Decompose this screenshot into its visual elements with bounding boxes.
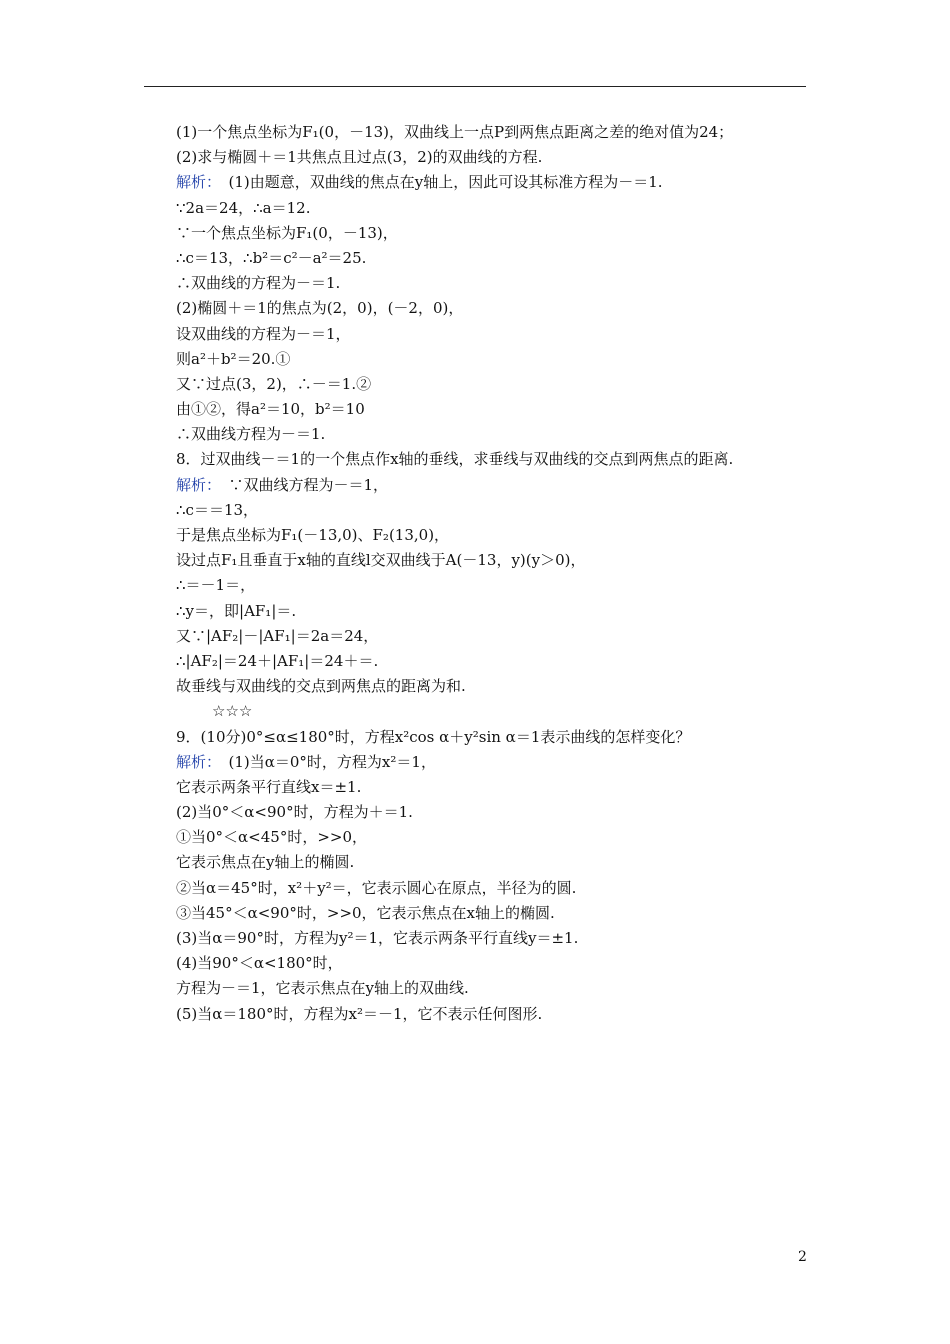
text-line: [176, 498, 816, 523]
line-text: ∴双曲线方程为－＝1.: [176, 425, 326, 444]
solution-label: 解析：: [176, 475, 214, 494]
page-number: 2: [798, 1249, 807, 1265]
text-line: [176, 548, 816, 573]
solution-label: 解析：: [176, 752, 214, 771]
text-line: [176, 649, 816, 674]
text-line: [176, 372, 816, 397]
line-text: (4)当90°＜α<180°时，: [176, 954, 343, 973]
line-text: 它表示焦点在y轴上的椭圆.: [176, 853, 355, 872]
line-text: ∴c＝13，∴b²＝c²－a²＝25.: [176, 248, 367, 267]
text-line: [176, 750, 816, 775]
text-line: [176, 145, 816, 170]
line-text: (3)当α＝90°时，方程为y²＝1，它表示两条平行直线y＝±1.: [176, 929, 579, 947]
text-line: [176, 976, 816, 1001]
text-line: [176, 624, 816, 649]
line-text: (1)一个焦点坐标为F₁(0，－13)，双曲线上一点P到两焦点距离之差的绝对值为24；: [176, 123, 734, 141]
text-line: [176, 926, 816, 951]
text-line: [176, 599, 816, 624]
line-text: 又∵过点(3，2)，∴－＝1.②: [176, 374, 372, 393]
solution-label: 解析：: [176, 173, 214, 192]
line-text: 9．(10分)0°≤α≤180°时，方程x²cos α＋y²sin α＝1表示曲线的怎样变化？: [176, 727, 691, 746]
text-line: [176, 347, 816, 372]
line-text: ∴c＝＝13，: [176, 500, 259, 519]
line-text: 8．过双曲线－＝1的一个焦点作x轴的垂线，求垂线与双曲线的交点到两焦点的距离.: [176, 450, 734, 469]
text-line: [176, 221, 816, 246]
line-text: (5)当α＝180°时，方程为x²＝－1，它不表示任何图形.: [176, 1004, 543, 1023]
line-text: (2)椭圆＋＝1的焦点为(2，0)，(－2，0)，: [176, 299, 464, 318]
line-text: ①当0°＜α<45°时，>>0，: [176, 828, 368, 847]
text-line: [176, 196, 816, 221]
star-divider: [176, 699, 816, 724]
text-line: [176, 951, 816, 976]
line-text: ∴y＝，即|AF₁|＝.: [176, 601, 297, 620]
text-line: [176, 573, 816, 598]
text-line: [176, 825, 816, 850]
line-text: 设双曲线的方程为－＝1，: [176, 324, 351, 343]
text-line: [176, 523, 816, 548]
header-rule: [144, 86, 806, 87]
text-line: [176, 296, 816, 321]
text-line: [176, 397, 816, 422]
line-text: ∵2a＝24，∴a＝12.: [176, 198, 311, 217]
line-text: ∴＝－1＝，: [176, 576, 256, 595]
line-text: 方程为－＝1，它表示焦点在y轴上的双曲线.: [176, 979, 469, 998]
line-text: (1)由题意，双曲线的焦点在y轴上，因此可设其标准方程为－＝1.: [213, 173, 663, 192]
line-text: ③当45°＜α<90°时，>>0，它表示焦点在x轴上的椭圆.: [176, 903, 555, 922]
line-text: ☆☆☆: [212, 702, 253, 721]
line-text: 则a²＋b²＝20.①: [176, 349, 291, 368]
text-line: [176, 170, 816, 195]
line-text: ∴|AF₂|＝24＋|AF₁|＝24＋＝.: [176, 651, 379, 670]
line-text: ②当α＝45°时，x²＋y²＝，它表示圆心在原点，半径为的圆.: [176, 878, 577, 897]
document-body: [176, 120, 816, 1027]
line-text: (2)当0°＜α<90°时，方程为＋＝1.: [176, 803, 413, 822]
text-line: [176, 473, 816, 498]
line-text: 设过点F₁且垂直于x轴的直线l交双曲线于A(－13，y)(y＞0)，: [176, 551, 586, 570]
line-text: 于是焦点坐标为F₁(－13,0)、F₂(13,0)，: [176, 526, 450, 544]
line-text: ∵一个焦点坐标为F₁(0，－13)，: [176, 223, 398, 242]
text-line: [176, 775, 816, 800]
text-line: [176, 1002, 816, 1027]
text-line: [176, 120, 816, 145]
text-line: [176, 322, 816, 347]
line-text: 由①②，得a²＝10，b²＝10: [176, 400, 365, 419]
text-line: [176, 800, 816, 825]
line-text: 又∵|AF₂|－|AF₁|＝2a＝24，: [176, 626, 379, 645]
text-line: [176, 725, 816, 750]
text-line: [176, 674, 816, 699]
text-line: [176, 876, 816, 901]
line-text: 它表示两条平行直线x＝±1.: [176, 777, 362, 796]
line-text: (2)求与椭圆＋＝1共焦点且过点(3，2)的双曲线的方程.: [176, 148, 543, 167]
text-line: [176, 447, 816, 472]
text-line: [176, 422, 816, 447]
text-line: [176, 850, 816, 875]
line-text: ∴双曲线的方程为－＝1.: [176, 274, 341, 293]
text-line: [176, 246, 816, 271]
text-line: [176, 271, 816, 296]
line-text: 故垂线与双曲线的交点到两焦点的距离为和.: [176, 677, 466, 696]
line-text: ∵双曲线方程为－＝1，: [213, 475, 389, 494]
line-text: (1)当α＝0°时，方程为x²＝1，: [213, 752, 436, 771]
text-line: [176, 901, 816, 926]
